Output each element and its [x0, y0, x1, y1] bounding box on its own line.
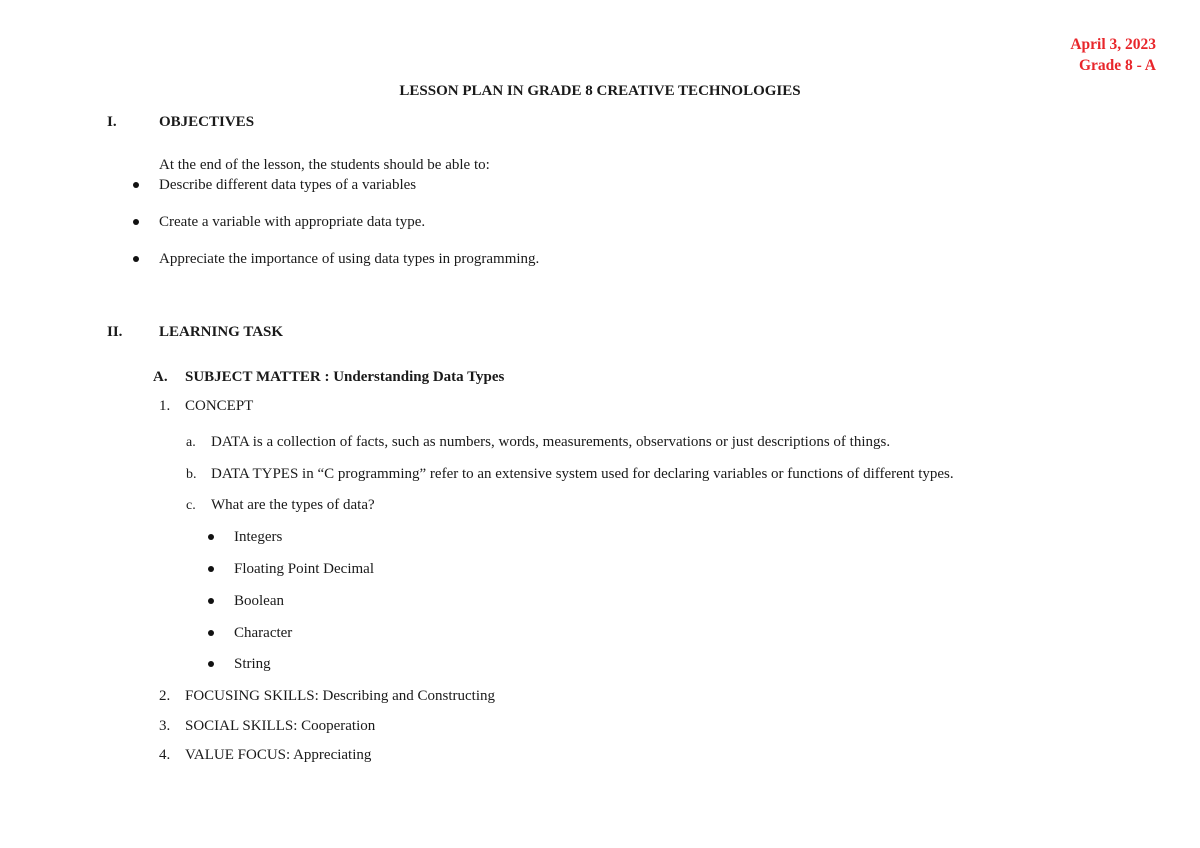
- list-number: 4.: [159, 747, 171, 763]
- skill-item: FOCUSING SKILLS: Describing and Constructing: [185, 688, 495, 704]
- bullet-icon: [208, 598, 214, 604]
- list-number: 3.: [159, 718, 171, 734]
- list-letter: a.: [186, 435, 196, 450]
- list-number: 2.: [159, 688, 171, 704]
- section-heading-learning-task: LEARNING TASK: [159, 324, 284, 340]
- data-type-item: Boolean: [234, 593, 284, 609]
- list-letter: b.: [186, 467, 197, 482]
- bullet-icon: [133, 256, 139, 262]
- data-type-item: Character: [234, 625, 293, 641]
- lesson-date: April 3, 2023: [1070, 36, 1156, 53]
- page-title: LESSON PLAN IN GRADE 8 CREATIVE TECHNOLOGIES: [399, 83, 801, 99]
- bullet-icon: [208, 630, 214, 636]
- objective-item: Appreciate the importance of using data types in programming.: [159, 251, 540, 267]
- concept-item: DATA is a collection of facts, such as numbers, words, measurements, observations or just descriptions of things.: [211, 434, 891, 450]
- data-type-item: Floating Point Decimal: [234, 561, 374, 577]
- subject-matter-letter: A.: [153, 369, 168, 385]
- concept-item: What are the types of data?: [211, 497, 375, 513]
- concept-item: DATA TYPES in “C programming” refer to an extensive system used for declaring variables or functions of different types.: [211, 466, 954, 482]
- data-type-item: Integers: [234, 529, 283, 545]
- data-type-item: String: [234, 656, 271, 672]
- bullet-icon: [133, 182, 139, 188]
- list-number: 1.: [159, 398, 171, 414]
- list-letter: c.: [186, 498, 196, 513]
- concept-label: CONCEPT: [185, 398, 254, 414]
- objectives-intro: At the end of the lesson, the students should be able to:: [159, 157, 490, 173]
- skill-item: SOCIAL SKILLS: Cooperation: [185, 718, 376, 734]
- section-heading-objectives: OBJECTIVES: [159, 114, 255, 130]
- bullet-icon: [208, 566, 214, 572]
- objective-item: Create a variable with appropriate data type.: [159, 214, 426, 230]
- grade-section: Grade 8 - A: [1078, 57, 1156, 74]
- bullet-icon: [208, 534, 214, 540]
- bullet-icon: [133, 219, 139, 225]
- section-numeral-learning-task: II.: [107, 324, 123, 340]
- skill-item: VALUE FOCUS: Appreciating: [185, 747, 372, 763]
- objective-item: Describe different data types of a variables: [159, 177, 417, 193]
- subject-matter-label: SUBJECT MATTER : Understanding Data Types: [185, 369, 505, 385]
- section-numeral-objectives: I.: [107, 114, 117, 130]
- bullet-icon: [208, 661, 214, 667]
